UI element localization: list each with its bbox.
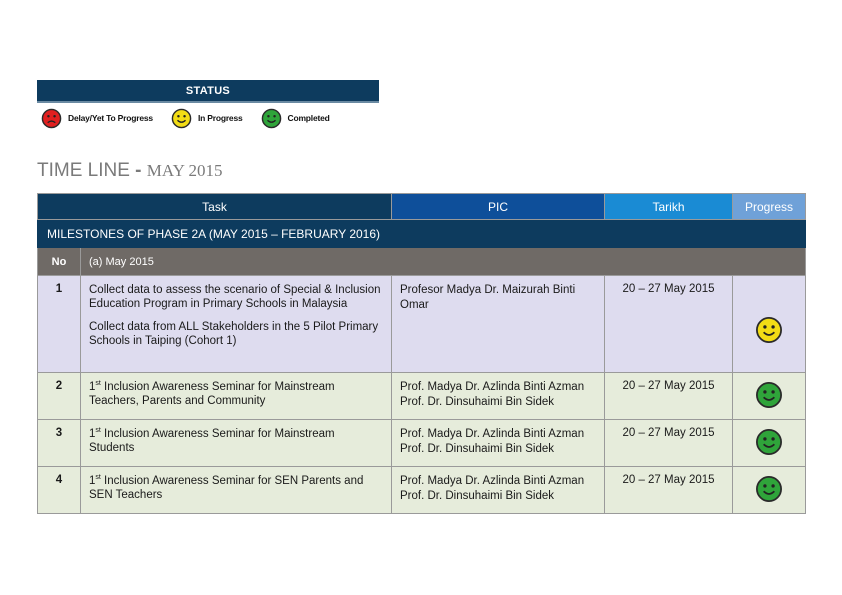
red-frown-face-icon: [41, 108, 62, 129]
task-ordinal-suffix: st: [95, 427, 101, 435]
section-row: [38, 220, 806, 248]
row-task: [81, 276, 392, 373]
row-tarikh: 20 – 27 May 2015: [605, 467, 733, 514]
green-smile-face-icon: [755, 381, 783, 409]
status-legend: [41, 107, 348, 129]
task-ordinal: 1: [89, 428, 96, 440]
legend-in-progress: [171, 108, 243, 129]
row-tarikh: 20 – 27 May 2015: [605, 373, 733, 420]
table-row: [38, 467, 806, 514]
header-tarikh: Tarikh: [605, 194, 733, 220]
green-smile-face-icon: [755, 428, 783, 456]
title-month: MAY 2015: [146, 161, 223, 180]
pic-name: Prof. Madya Dr. Azlinda Binti Azman: [400, 381, 585, 393]
row-progress: [733, 467, 806, 514]
task-text: Inclusion Awareness Seminar for Mainstream Students: [89, 428, 335, 454]
pic-name: Prof. Madya Dr. Azlinda Binti Azman: [400, 475, 585, 487]
yellow-smile-face-icon: [755, 316, 783, 344]
pic-name: Prof. Dr. Dinsuhaimi Bin Sidek: [400, 490, 555, 502]
row-pic: [392, 467, 605, 514]
row-task: [81, 420, 392, 467]
row-progress: [733, 373, 806, 420]
legend-delay-label: Delay/Yet To Progress: [68, 113, 153, 123]
row-no: 3: [38, 420, 81, 467]
row-pic: [392, 276, 605, 373]
row-task: [81, 467, 392, 514]
table-row: [38, 373, 806, 420]
task-ordinal: 1: [89, 475, 96, 487]
row-no: 1: [38, 276, 81, 373]
pic-name: Prof. Dr. Dinsuhaimi Bin Sidek: [400, 396, 555, 408]
page-title: [37, 160, 223, 182]
task-ordinal: 1: [89, 381, 96, 393]
pic-name: Prof. Dr. Dinsuhaimi Bin Sidek: [400, 443, 555, 455]
table-row: [38, 276, 806, 373]
title-text: TIME LINE: [37, 160, 130, 181]
yellow-smile-face-icon: [171, 108, 192, 129]
subheader-row: [38, 248, 806, 276]
table-header-row: [38, 194, 806, 220]
green-smile-face-icon: [755, 475, 783, 503]
pic-name: Profesor Madya Dr. Maizurah Binti Omar: [400, 284, 576, 311]
legend-in-progress-label: In Progress: [197, 113, 243, 123]
status-header: STATUS: [37, 80, 379, 103]
row-pic: [392, 373, 605, 420]
row-tarikh: 20 – 27 May 2015: [605, 420, 733, 467]
row-progress: [733, 420, 806, 467]
row-no: 4: [38, 467, 81, 514]
task-text: Inclusion Awareness Seminar for Mainstream Teachers, Parents and Community: [89, 381, 335, 407]
title-dash: -: [129, 160, 147, 181]
header-progress: Progress: [733, 194, 806, 220]
row-no: 2: [38, 373, 81, 420]
legend-delay: [41, 108, 153, 129]
task-paragraph: Collect data to assess the scenario of Special & Inclusion Education Program in Primary Schools in Malaysia: [89, 284, 381, 310]
task-paragraph: Collect data from ALL Stakeholders in the 5 Pilot Primary Schools in Taiping (Cohort 1): [89, 321, 379, 347]
row-task: [81, 373, 392, 420]
subheader-label: (a) May 2015: [81, 248, 806, 276]
row-tarikh: 20 – 27 May 2015: [605, 276, 733, 373]
header-pic: PIC: [392, 194, 605, 220]
legend-completed: [261, 108, 330, 129]
task-ordinal-suffix: st: [95, 380, 101, 388]
legend-completed-label: Completed: [287, 113, 330, 123]
pic-name: Prof. Madya Dr. Azlinda Binti Azman: [400, 428, 585, 440]
task-text: Inclusion Awareness Seminar for SEN Parents and SEN Teachers: [89, 475, 364, 501]
row-progress: [733, 276, 806, 373]
green-smile-face-icon: [261, 108, 282, 129]
row-pic: [392, 420, 605, 467]
header-task: Task: [38, 194, 392, 220]
subheader-no: No: [38, 248, 81, 276]
table-row: [38, 420, 806, 467]
timeline-table: [37, 193, 806, 514]
section-title: MILESTONES OF PHASE 2A (MAY 2015 – FEBRUARY 2016): [38, 220, 806, 248]
task-ordinal-suffix: st: [95, 474, 101, 482]
